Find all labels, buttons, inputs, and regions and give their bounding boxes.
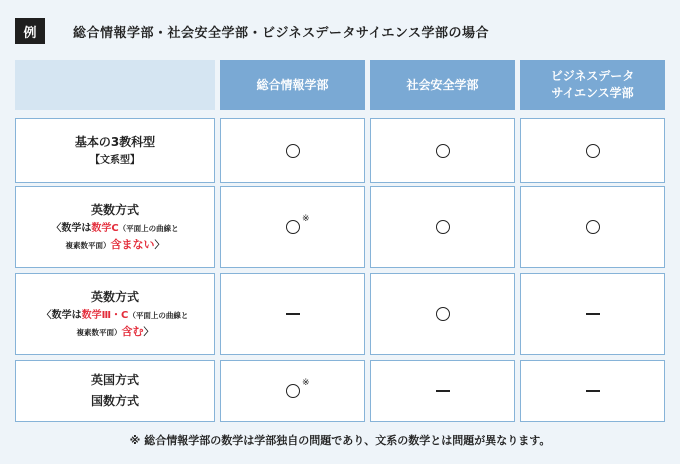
dash-mark — [286, 313, 300, 315]
cell-r2-business — [520, 186, 665, 268]
row-header-eisu-no-c — [15, 186, 215, 268]
row-title: 英数方式 — [90, 203, 139, 217]
row-title-2: 国数方式 — [90, 394, 139, 408]
column-header-business — [520, 60, 665, 110]
row-header-eisu-with-c — [15, 273, 215, 355]
note-mark: ※ — [301, 214, 310, 224]
footnote: ※ 総合情報学部の数学は学部独自の問題であり、文系の数学とは問題が異なります。 — [129, 434, 551, 447]
row-header-eikoku-kokusu — [15, 360, 215, 422]
cell-r3-business — [520, 273, 665, 355]
dash-mark — [586, 313, 600, 315]
page-title: 総合情報学部・社会安全学部・ビジネスデータサイエンス学部の場合 — [73, 25, 490, 41]
cell-r3-shakai — [370, 273, 515, 355]
circle-mark — [436, 307, 450, 321]
row-subtitle-line2: 複素数平面）含まない〉 — [65, 238, 165, 251]
cell-r1-sogo — [220, 118, 365, 183]
row-subtitle: 【文系型】 — [90, 155, 140, 166]
column-header-business-line2: サイエンス学部 — [551, 86, 634, 100]
circle-mark — [436, 144, 450, 158]
cell-r1-business — [520, 118, 665, 183]
circle-mark — [586, 144, 600, 158]
column-header-shakai: 社会安全学部 — [370, 60, 515, 110]
row-header-3kyouka — [15, 118, 215, 183]
circle-mark — [286, 214, 310, 234]
cell-r4-shakai — [370, 360, 515, 422]
cell-r4-sogo — [220, 360, 365, 422]
dash-mark — [586, 390, 600, 392]
row-subtitle-line1: 〈数学は数学Ⅲ・C（平面上の曲線と — [41, 310, 189, 321]
row-title: 基本の3教科型 — [74, 135, 156, 149]
row-subtitle-line1: 〈数学は数学C（平面上の曲線と — [51, 223, 179, 234]
cell-r2-shakai — [370, 186, 515, 268]
circle-mark — [286, 378, 310, 398]
cell-r3-sogo — [220, 273, 365, 355]
column-header-sogo: 総合情報学部 — [220, 60, 365, 110]
cell-r4-business — [520, 360, 665, 422]
row-title: 英国方式 — [90, 373, 139, 387]
circle-mark — [436, 220, 450, 234]
note-mark: ※ — [301, 378, 310, 388]
example-tag: 例 — [15, 18, 45, 44]
example-header — [15, 16, 489, 46]
column-header-business-line1: ビジネスデータ — [550, 69, 635, 83]
circle-mark — [286, 144, 300, 158]
row-subtitle-line2: 複素数平面）含む〉 — [76, 325, 154, 338]
row-title: 英数方式 — [90, 290, 139, 304]
dash-mark — [436, 390, 450, 392]
circle-mark — [586, 220, 600, 234]
table-corner — [15, 60, 215, 110]
cell-r2-sogo — [220, 186, 365, 268]
cell-r1-shakai — [370, 118, 515, 183]
